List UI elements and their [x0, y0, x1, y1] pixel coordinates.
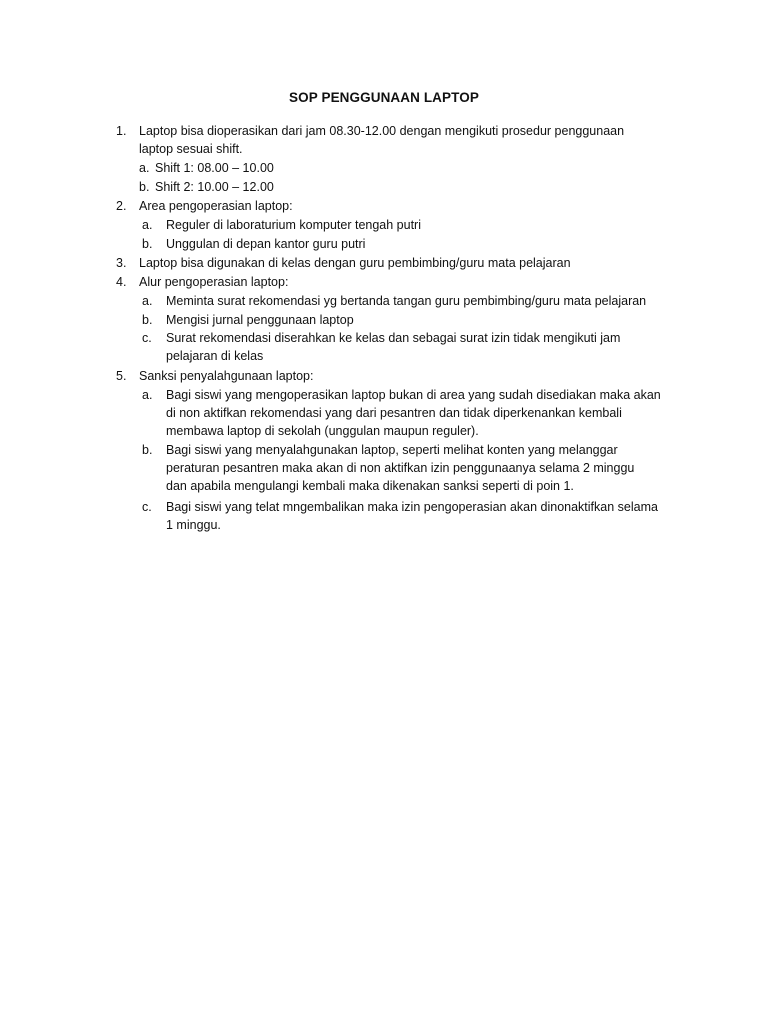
sublist-marker: b.: [142, 443, 153, 457]
sublist-item-text: Reguler di laboraturium komputer tengah putri: [166, 218, 421, 232]
document-title: SOP PENGGUNAAN LAPTOP: [289, 90, 479, 105]
sublist-item-text: dan apabila mengulangi kembali maka dikenakan sanksi seperti di poin 1.: [166, 479, 574, 493]
sublist-marker: a.: [142, 218, 153, 232]
list-marker: 1.: [116, 124, 127, 138]
sublist-marker: a.: [142, 294, 153, 308]
list-marker: 2.: [116, 199, 127, 213]
list-marker: 5.: [116, 369, 127, 383]
sublist-marker: c.: [142, 331, 152, 345]
sublist-item-text: Bagi siswi yang telat mngembalikan maka izin pengoperasian akan dinonaktifkan selama: [166, 500, 658, 514]
list-marker: 4.: [116, 275, 127, 289]
sublist-item-text: di non aktifkan rekomendasi yang dari pesantren dan tidak diperkenankan kembali: [166, 406, 622, 420]
list-item-text: Area pengoperasian laptop:: [139, 199, 293, 213]
list-item-text: Sanksi penyalahgunaan laptop:: [139, 369, 314, 383]
list-item-text: laptop sesuai shift.: [139, 142, 243, 156]
sublist-item-text: Unggulan di depan kantor guru putri: [166, 237, 366, 251]
sublist-item-text: membawa laptop di sekolah (unggulan maupun reguler).: [166, 424, 479, 438]
sublist-marker: a.: [142, 388, 153, 402]
sublist-item-text: Bagi siswi yang menyalahgunakan laptop, seperti melihat konten yang melanggar: [166, 443, 618, 457]
sublist-item-text: Bagi siswi yang mengoperasikan laptop bukan di area yang sudah disediakan maka akan: [166, 388, 661, 402]
sublist-item-text: Surat rekomendasi diserahkan ke kelas dan sebagai surat izin tidak mengikuti jam: [166, 331, 621, 345]
sublist-marker: b.: [142, 237, 153, 251]
sublist-item-text: peraturan pesantren maka akan di non aktifkan izin penggunaanya selama 2 minggu: [166, 461, 635, 475]
sublist-marker: b.: [139, 180, 150, 194]
sublist-item-text: Shift 2: 10.00 – 12.00: [155, 180, 274, 194]
sublist-item-text: pelajaran di kelas: [166, 349, 264, 363]
sublist-item-text: Shift 1: 08.00 – 10.00: [155, 161, 274, 175]
list-item-text: Laptop bisa digunakan di kelas dengan guru pembimbing/guru mata pelajaran: [139, 256, 571, 270]
list-marker: 3.: [116, 256, 127, 270]
list-item-text: Laptop bisa dioperasikan dari jam 08.30-12.00 dengan mengikuti prosedur penggunaan: [139, 124, 625, 138]
sublist-item-text: 1 minggu.: [166, 518, 221, 532]
sublist-item-text: Mengisi jurnal penggunaan laptop: [166, 313, 354, 327]
sublist-marker: b.: [142, 313, 153, 327]
sublist-marker: c.: [142, 500, 152, 514]
sublist-marker: a.: [139, 161, 150, 175]
list-item-text: Alur pengoperasian laptop:: [139, 275, 289, 289]
sublist-item-text: Meminta surat rekomendasi yg bertanda tangan guru pembimbing/guru mata pelajaran: [166, 294, 647, 308]
